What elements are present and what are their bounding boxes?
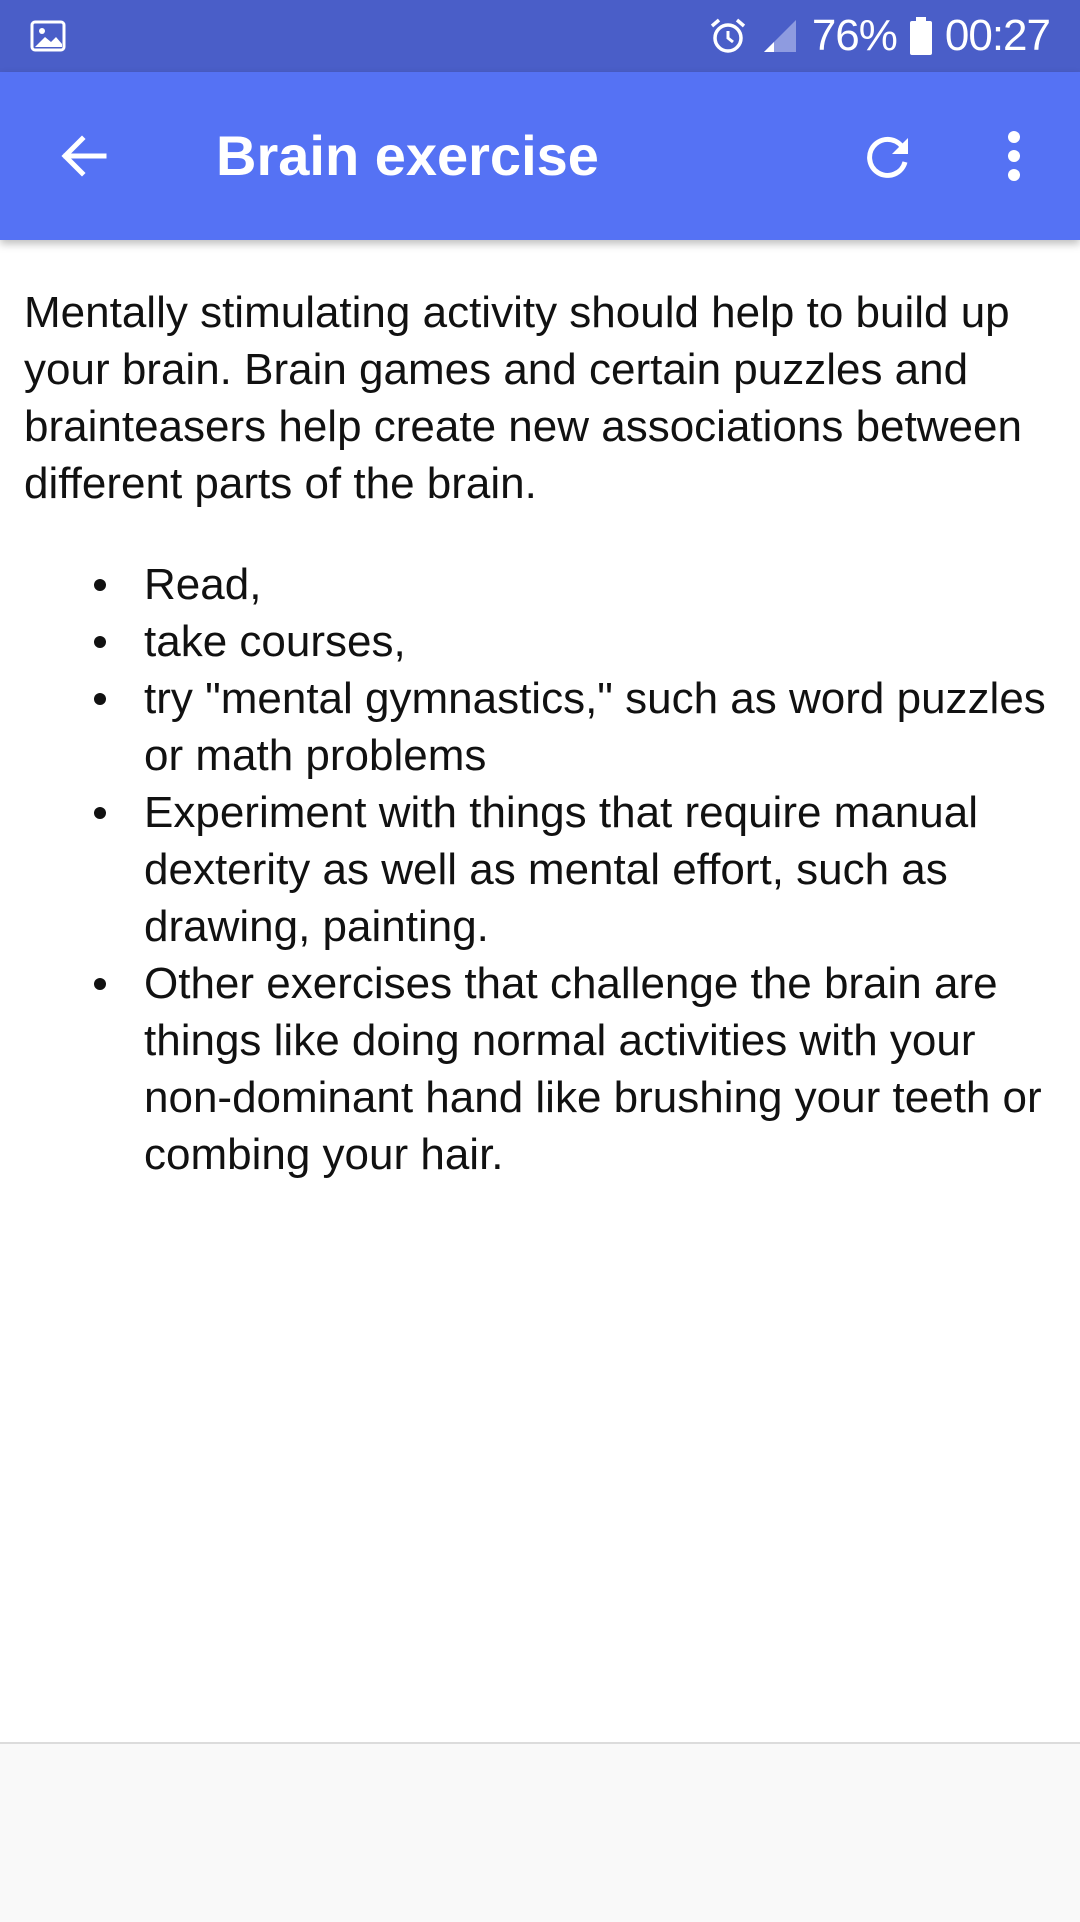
bottom-panel xyxy=(0,1742,1080,1922)
back-arrow-icon xyxy=(56,128,112,184)
battery-icon xyxy=(909,16,933,56)
overflow-menu-icon xyxy=(1004,128,1024,184)
page-title: Brain exercise xyxy=(216,124,599,187)
refresh-icon xyxy=(860,128,916,184)
list-item: take courses, xyxy=(144,613,1060,670)
gallery-icon xyxy=(30,18,66,54)
overflow-menu-button[interactable] xyxy=(970,112,1058,200)
status-icons xyxy=(708,0,1050,72)
list-item: Experiment with things that require manual dexterity as well as mental effort, such as drawing, painting. xyxy=(144,784,1060,955)
list-item: try "mental gymnastics," such as word puzzles or math problems xyxy=(144,670,1060,784)
alarm-icon xyxy=(708,16,748,56)
article-content xyxy=(24,284,1060,1183)
app-bar xyxy=(0,72,1080,240)
list-item: Other exercises that challenge the brain are things like doing normal activities with your non-dominant hand like brushing your teeth or combing your hair. xyxy=(144,955,1060,1183)
signal-icon xyxy=(760,16,800,56)
battery-percent: 76% xyxy=(811,11,897,60)
clock-time: 00:27 xyxy=(944,11,1050,60)
tips-list xyxy=(24,556,1060,1183)
list-item: Read, xyxy=(144,556,1060,613)
back-button[interactable] xyxy=(40,112,128,200)
refresh-button[interactable] xyxy=(844,112,932,200)
intro-paragraph: Mentally stimulating activity should help to build up your brain. Brain games and certain puzzles and brainteasers help create new associations between different parts of the brain. xyxy=(24,288,1022,508)
status-bar xyxy=(0,0,1080,72)
